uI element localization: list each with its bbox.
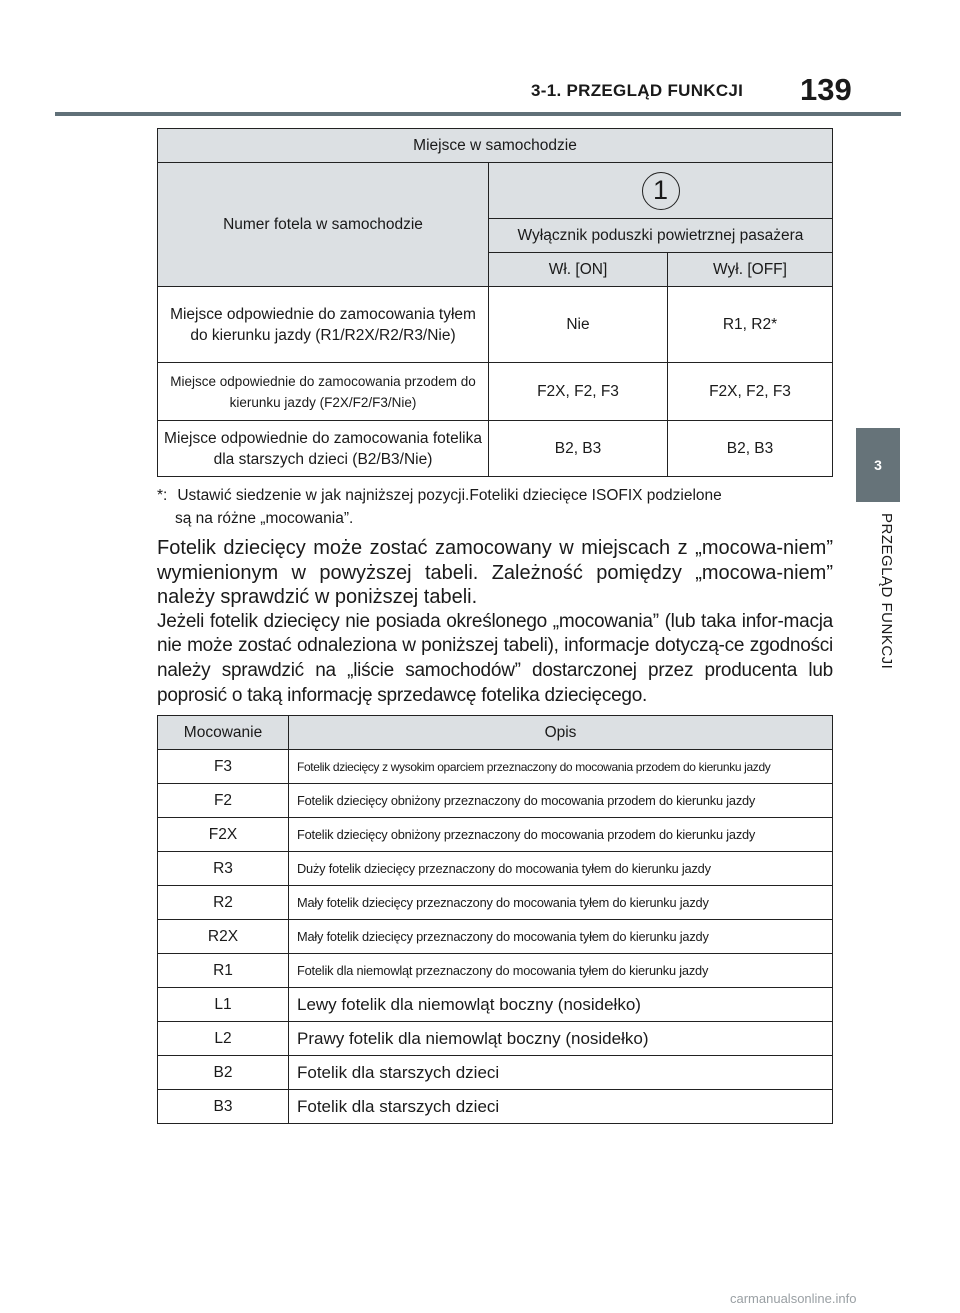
mount-code: R2 <box>158 886 289 920</box>
mount-description: Fotelik dziecięcy z wysokim oparciem przeznaczony do mocowania przodem do kierunku jazdy <box>289 750 833 784</box>
mount-code: R1 <box>158 954 289 988</box>
row-off-value: R1, R2* <box>668 287 833 363</box>
footnote-line1: Ustawić siedzenie w jak najniższej pozycji.Foteliki dziecięce ISOFIX podzielone <box>177 487 722 504</box>
mount-description: Fotelik dla starszych dzieci <box>289 1056 833 1090</box>
mount-code: L2 <box>158 1022 289 1056</box>
table-row <box>158 988 833 1022</box>
watermark: carmanualsonline.info <box>730 1291 857 1306</box>
airbag-switch-label: Wyłącznik poduszki powietrznej pasażera <box>489 219 833 253</box>
chapter-tab[interactable] <box>856 428 900 502</box>
mount-code: B2 <box>158 1056 289 1090</box>
mount-description: Duży fotelik dziecięcy przeznaczony do mocowania tyłem do kierunku jazdy <box>289 852 833 886</box>
table-row <box>158 421 833 477</box>
col-header-mount: Mocowanie <box>158 716 289 750</box>
mount-code: F2X <box>158 818 289 852</box>
table-row <box>158 852 833 886</box>
seat-symbol-cell <box>489 163 833 219</box>
mount-description: Lewy fotelik dla niemowląt boczny (nosidełko) <box>289 988 833 1022</box>
table-row <box>158 1090 833 1124</box>
mount-code: B3 <box>158 1090 289 1124</box>
mount-description: Mały fotelik dziecięcy przeznaczony do mocowania tyłem do kierunku jazdy <box>289 920 833 954</box>
table-row <box>158 363 833 421</box>
row-on-value: Nie <box>489 287 668 363</box>
location-header: Miejsce w samochodzie <box>158 129 833 163</box>
row-on-value: B2, B3 <box>489 421 668 477</box>
table-row <box>158 750 833 784</box>
col-header-desc: Opis <box>289 716 833 750</box>
row-label: Miejsce odpowiednie do zamocowania fotelika dla starszych dzieci (B2/B3/Nie) <box>158 421 489 477</box>
row-on-value: F2X, F2, F3 <box>489 363 668 421</box>
table-row <box>158 1056 833 1090</box>
row-label: Miejsce odpowiednie do zamocowania przodem do kierunku jazdy (F2X/F2/F3/Nie) <box>158 363 489 421</box>
mount-description: Fotelik dziecięcy obniżony przeznaczony do mocowania przodem do kierunku jazdy <box>289 784 833 818</box>
mount-code: R3 <box>158 852 289 886</box>
seat-number-label: Numer fotela w samochodzie <box>158 163 489 287</box>
table-row <box>158 287 833 363</box>
header-divider <box>55 112 901 116</box>
table-row <box>158 920 833 954</box>
section-title: 3-1. PRZEGLĄD FUNKCJI <box>531 81 744 100</box>
mount-description: Mały fotelik dziecięcy przeznaczony do mocowania tyłem do kierunku jazdy <box>289 886 833 920</box>
chapter-number: 3 <box>874 457 882 473</box>
mount-description: Fotelik dziecięcy obniżony przeznaczony do mocowania przodem do kierunku jazdy <box>289 818 833 852</box>
footnote-mark: *: <box>157 487 168 504</box>
mount-code: R2X <box>158 920 289 954</box>
mount-description: Prawy fotelik dla niemowląt boczny (nosidełko) <box>289 1022 833 1056</box>
isofix-location-table <box>157 128 833 477</box>
table-row <box>158 1022 833 1056</box>
page-number: 139 <box>800 72 852 107</box>
row-off-value: B2, B3 <box>668 421 833 477</box>
mount-code: F2 <box>158 784 289 818</box>
mount-code: L1 <box>158 988 289 1022</box>
table-row <box>158 784 833 818</box>
table-row <box>158 818 833 852</box>
paragraph-text-1: Fotelik dziecięcy może zostać zamocowany w miejscach z „mocowa-niem” wymienionym w powyższej tabeli. Zależność pomiędzy „mocowa-niem” należy sprawdzić w poniższej tabeli. <box>157 537 833 609</box>
table-row <box>158 954 833 988</box>
table-row <box>158 886 833 920</box>
row-label: Miejsce odpowiednie do zamocowania tyłem do kierunku jazdy (R1/R2X/R2/R3/Nie) <box>158 287 489 363</box>
chapter-label: PRZEGLĄD FUNKCJI <box>878 513 895 670</box>
row-off-value: F2X, F2, F3 <box>668 363 833 421</box>
footnote-line2: są na różne „mocowania”. <box>175 510 354 527</box>
mount-code: F3 <box>158 750 289 784</box>
mount-description: Fotelik dla starszych dzieci <box>289 1090 833 1124</box>
off-label: Wył. [OFF] <box>668 253 833 287</box>
body-paragraph <box>157 536 833 708</box>
mounting-types-table <box>157 715 833 1124</box>
footnote <box>157 484 837 530</box>
seat-number-1-icon: 1 <box>642 172 680 210</box>
on-label: Wł. [ON] <box>489 253 668 287</box>
paragraph-text-2: Jeżeli fotelik dziecięcy nie posiada określonego „mocowania” (lub taka infor-macja nie może zostać odnaleziona w poniższej tabeli), informacje dotyczą-ce zgodności należy sprawdzić na „liście samochodów” dostarczonej przez producenta lub poprosić o taką informację sprzedawcę fotelika dziecięcego. <box>157 610 833 706</box>
mount-description: Fotelik dla niemowląt przeznaczony do mocowania tyłem do kierunku jazdy <box>289 954 833 988</box>
